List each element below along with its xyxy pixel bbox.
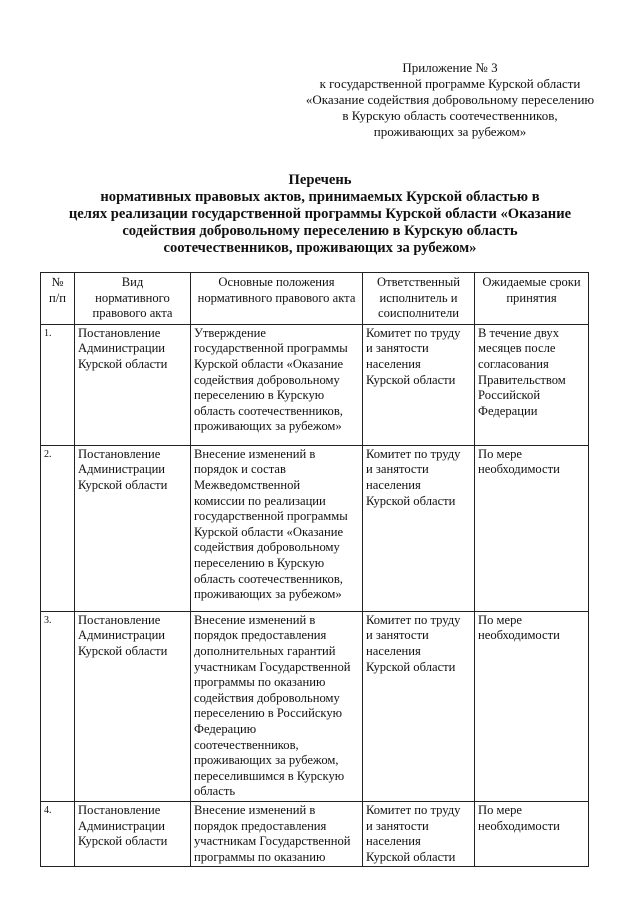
- header-main-provisions: [191, 273, 363, 325]
- cell-line: Курской области: [78, 356, 168, 371]
- cell-line: Администрации: [78, 818, 166, 833]
- title-line: соотечественников, проживающих за рубежом»: [163, 240, 477, 256]
- cell-line: государственной программы: [194, 509, 348, 524]
- cell-line: комиссии по реализации: [194, 493, 326, 508]
- header-line: Основные положения: [218, 275, 335, 289]
- appendix-block: [300, 60, 600, 140]
- cell-line: дополнительных гарантий: [194, 643, 336, 658]
- cell-line: Постановление: [78, 446, 161, 461]
- header-line: правового акта: [92, 306, 173, 321]
- provisions-cell: [191, 445, 363, 611]
- row-number: 4.: [41, 801, 75, 866]
- cell-line: порядок предоставления: [194, 628, 327, 643]
- cell-line: Курской области: [78, 643, 168, 658]
- row-number: 2.: [41, 445, 75, 611]
- act-type-cell: [75, 801, 191, 866]
- term-cell: [475, 801, 589, 866]
- executor-cell: [363, 611, 475, 801]
- cell-line: согласования: [478, 356, 549, 371]
- cell-line: населения: [366, 643, 421, 658]
- header-line: нормативного правового акта: [197, 290, 356, 305]
- cell-line: участникам Государственной: [194, 834, 351, 849]
- cell-line: Курской области: [78, 834, 168, 849]
- cell-line: Курской области: [78, 477, 168, 492]
- table-row: [41, 801, 589, 866]
- cell-line: проживающих за рубежом»: [194, 587, 342, 602]
- title-line: содействия добровольному переселению в Курскую область: [122, 223, 518, 239]
- row-number: 1.: [41, 324, 75, 445]
- cell-line: Постановление: [78, 612, 161, 627]
- appendix-line: Приложение № 3: [402, 60, 498, 75]
- cell-line: Курской области: [366, 493, 456, 508]
- cell-line: Российской: [478, 388, 541, 403]
- header-line: Ответственный: [377, 275, 460, 289]
- cell-line: программы по оказанию: [194, 849, 326, 864]
- appendix-line: «Оказание содействия добровольному переселению: [305, 92, 595, 107]
- cell-line: Комитет по труду: [366, 612, 461, 627]
- cell-line: необходимости: [478, 462, 560, 477]
- header-line: №: [51, 275, 64, 289]
- cell-line: Внесение изменений в: [194, 612, 316, 627]
- cell-line: программы по оказанию: [194, 675, 326, 690]
- cell-line: По мере: [478, 446, 522, 461]
- cell-line: Курской области: [366, 372, 456, 387]
- cell-line: проживающих за рубежом,: [194, 753, 339, 768]
- cell-line: содействия добровольному: [194, 540, 340, 555]
- term-cell: [475, 324, 589, 445]
- provisions-cell: [191, 611, 363, 801]
- cell-line: порядок предоставления: [194, 818, 327, 833]
- cell-line: В течение двух: [478, 325, 559, 340]
- cell-line: область соотечественников,: [194, 571, 343, 586]
- document-title: [40, 172, 600, 257]
- cell-line: населения: [366, 834, 421, 849]
- cell-line: переселению в Курскую: [194, 388, 325, 403]
- cell-line: Внесение изменений в: [194, 446, 316, 461]
- cell-line: и занятости: [366, 818, 429, 833]
- row-number: 3.: [41, 611, 75, 801]
- provisions-cell: [191, 324, 363, 445]
- cell-line: переселению в Курскую: [194, 555, 325, 570]
- cell-line: Администрации: [78, 462, 166, 477]
- cell-line: Курской области «Оказание: [194, 524, 344, 539]
- executor-cell: [363, 445, 475, 611]
- act-type-cell: [75, 445, 191, 611]
- table-row: [41, 611, 589, 801]
- header-act-type: [75, 273, 191, 325]
- cell-line: переселению в Российскую: [194, 706, 343, 721]
- acts-table: [40, 272, 589, 867]
- table-row: [41, 324, 589, 445]
- cell-line: Администрации: [78, 628, 166, 643]
- header-line: Ожидаемые сроки: [482, 275, 581, 289]
- cell-line: Комитет по труду: [366, 802, 461, 817]
- cell-line: Курской области «Оказание: [194, 356, 344, 371]
- cell-line: По мере: [478, 612, 522, 627]
- appendix-line: к государственной программе Курской области: [319, 76, 581, 91]
- cell-line: необходимости: [478, 818, 560, 833]
- table-row: [41, 445, 589, 611]
- cell-line: Курской области: [366, 659, 456, 674]
- cell-line: соотечественников,: [194, 737, 299, 752]
- cell-line: По мере: [478, 802, 522, 817]
- cell-line: Утверждение: [194, 325, 266, 340]
- appendix-line: в Курскую область соотечественников,: [342, 108, 558, 123]
- cell-line: населения: [366, 356, 421, 371]
- act-type-cell: [75, 324, 191, 445]
- cell-line: Администрации: [78, 341, 166, 356]
- cell-line: Курской области: [366, 849, 456, 864]
- header-line: соисполнители: [378, 306, 459, 321]
- cell-line: переселившимся в Курскую: [194, 768, 345, 783]
- act-type-cell: [75, 611, 191, 801]
- cell-line: Межведомственной: [194, 477, 301, 492]
- cell-line: и занятости: [366, 628, 429, 643]
- cell-line: содействия добровольному: [194, 690, 340, 705]
- title-line: Перечень: [288, 172, 352, 188]
- cell-line: Постановление: [78, 325, 161, 340]
- cell-line: Постановление: [78, 802, 161, 817]
- cell-line: Федерации: [478, 403, 538, 418]
- header-line: п/п: [49, 290, 66, 305]
- header-line: Вид: [121, 275, 144, 289]
- cell-line: область: [194, 784, 236, 799]
- cell-line: населения: [366, 477, 421, 492]
- header-number: [41, 273, 75, 325]
- cell-line: порядок и состав: [194, 462, 286, 477]
- header-line: принятия: [506, 290, 557, 305]
- cell-line: государственной программы: [194, 341, 348, 356]
- term-cell: [475, 611, 589, 801]
- cell-line: Комитет по труду: [366, 325, 461, 340]
- header-executor: [363, 273, 475, 325]
- cell-line: Правительством: [478, 372, 566, 387]
- executor-cell: [363, 324, 475, 445]
- header-line: исполнитель и: [379, 290, 458, 305]
- cell-line: Комитет по труду: [366, 446, 461, 461]
- term-cell: [475, 445, 589, 611]
- cell-line: проживающих за рубежом»: [194, 419, 342, 434]
- cell-line: область соотечественников,: [194, 403, 343, 418]
- header-line: нормативного: [95, 290, 170, 305]
- table-body: [41, 324, 589, 867]
- cell-line: необходимости: [478, 628, 560, 643]
- title-line: целях реализации государственной программы Курской области «Оказание: [68, 206, 572, 222]
- cell-line: Федерацию: [194, 721, 257, 736]
- executor-cell: [363, 801, 475, 866]
- table-header-row: [41, 273, 589, 325]
- title-line: нормативных правовых актов, принимаемых Курской областью в: [100, 189, 540, 205]
- provisions-cell: [191, 801, 363, 866]
- header-expected-terms: [475, 273, 589, 325]
- appendix-line: проживающих за рубежом»: [373, 124, 527, 139]
- cell-line: месяцев после: [478, 341, 556, 356]
- cell-line: участникам Государственной: [194, 659, 351, 674]
- cell-line: Внесение изменений в: [194, 802, 316, 817]
- cell-line: содействия добровольному: [194, 372, 340, 387]
- cell-line: и занятости: [366, 341, 429, 356]
- cell-line: и занятости: [366, 462, 429, 477]
